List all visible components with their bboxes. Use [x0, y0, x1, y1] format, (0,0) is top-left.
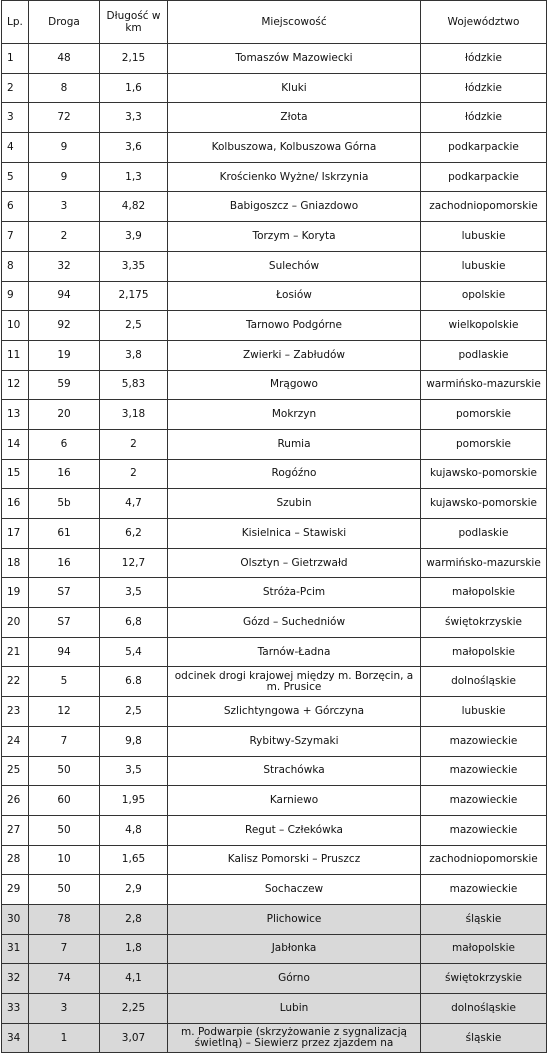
cell-length: 2,175: [100, 281, 168, 311]
cell-lp: 27: [2, 815, 29, 845]
cell-voivodeship: mazowieckie: [421, 875, 547, 905]
cell-road: 48: [29, 44, 100, 74]
cell-voivodeship: mazowieckie: [421, 726, 547, 756]
cell-locality: Sulechów: [168, 251, 421, 281]
cell-lp: 21: [2, 637, 29, 667]
cell-locality: Mrągowo: [168, 370, 421, 400]
table-row: [2, 756, 547, 786]
cell-locality: Tarnów-Ładna: [168, 637, 421, 667]
cell-length: 3,07: [100, 1023, 168, 1053]
cell-voivodeship: kujawsko-pomorskie: [421, 489, 547, 519]
cell-locality: Kolbuszowa, Kolbuszowa Górna: [168, 133, 421, 163]
cell-road: 92: [29, 311, 100, 341]
cell-length: 2: [100, 459, 168, 489]
header-lp: Lp.: [2, 1, 29, 44]
cell-voivodeship: dolnośląskie: [421, 994, 547, 1024]
table-row: [2, 875, 547, 905]
cell-lp: 25: [2, 756, 29, 786]
cell-length: 1,6: [100, 73, 168, 103]
cell-voivodeship: pomorskie: [421, 429, 547, 459]
cell-lp: 4: [2, 133, 29, 163]
cell-road: 8: [29, 73, 100, 103]
table-row: [2, 44, 547, 74]
cell-length: 4,7: [100, 489, 168, 519]
table-row: [2, 133, 547, 163]
cell-length: 2,8: [100, 904, 168, 934]
cell-length: 1,8: [100, 934, 168, 964]
cell-road: S7: [29, 578, 100, 608]
cell-locality: Mokrzyn: [168, 400, 421, 430]
cell-lp: 6: [2, 192, 29, 222]
cell-lp: 1: [2, 44, 29, 74]
cell-lp: 15: [2, 459, 29, 489]
cell-road: 9: [29, 162, 100, 192]
cell-road: 2: [29, 222, 100, 252]
cell-lp: 9: [2, 281, 29, 311]
cell-road: 59: [29, 370, 100, 400]
header-voivodeship: Województwo: [421, 1, 547, 44]
cell-road: 72: [29, 103, 100, 133]
cell-locality: Torzym – Koryta: [168, 222, 421, 252]
cell-road: 16: [29, 459, 100, 489]
cell-locality: Kalisz Pomorski – Pruszcz: [168, 845, 421, 875]
cell-voivodeship: małopolskie: [421, 934, 547, 964]
cell-locality: Stróża-Pcim: [168, 578, 421, 608]
cell-length: 3,6: [100, 133, 168, 163]
cell-voivodeship: pomorskie: [421, 400, 547, 430]
cell-lp: 34: [2, 1023, 29, 1053]
table-row: [2, 340, 547, 370]
cell-length: 12,7: [100, 548, 168, 578]
table-row: [2, 429, 547, 459]
cell-voivodeship: małopolskie: [421, 578, 547, 608]
cell-lp: 32: [2, 964, 29, 994]
cell-voivodeship: lubuskie: [421, 697, 547, 727]
cell-locality: Olsztyn – Gietrzwałd: [168, 548, 421, 578]
cell-lp: 20: [2, 608, 29, 638]
cell-voivodeship: łódzkie: [421, 73, 547, 103]
cell-road: 32: [29, 251, 100, 281]
cell-locality: Łosiów: [168, 281, 421, 311]
table-row: [2, 370, 547, 400]
cell-lp: 8: [2, 251, 29, 281]
cell-lp: 3: [2, 103, 29, 133]
table-row: [2, 103, 547, 133]
table-row: [2, 637, 547, 667]
cell-voivodeship: śląskie: [421, 1023, 547, 1053]
cell-length: 4,82: [100, 192, 168, 222]
cell-road: 12: [29, 697, 100, 727]
cell-lp: 2: [2, 73, 29, 103]
cell-lp: 7: [2, 222, 29, 252]
cell-locality: Regut – Człekówka: [168, 815, 421, 845]
cell-lp: 23: [2, 697, 29, 727]
cell-length: 2,5: [100, 697, 168, 727]
cell-road: 94: [29, 637, 100, 667]
table-row: [2, 311, 547, 341]
cell-road: 50: [29, 875, 100, 905]
cell-road: 3: [29, 192, 100, 222]
cell-length: 6,8: [100, 608, 168, 638]
cell-road: 78: [29, 904, 100, 934]
roads-table: [1, 0, 547, 1053]
cell-voivodeship: świętokrzyskie: [421, 964, 547, 994]
table-row: [2, 281, 547, 311]
cell-voivodeship: małopolskie: [421, 637, 547, 667]
table-row: [2, 608, 547, 638]
cell-locality: Gózd – Suchedniów: [168, 608, 421, 638]
cell-length: 6.8: [100, 667, 168, 697]
cell-voivodeship: podkarpackie: [421, 133, 547, 163]
cell-locality: Krościenko Wyżne/ Iskrzynia: [168, 162, 421, 192]
cell-road: 94: [29, 281, 100, 311]
cell-road: 50: [29, 815, 100, 845]
table-row: [2, 400, 547, 430]
cell-voivodeship: opolskie: [421, 281, 547, 311]
cell-lp: 10: [2, 311, 29, 341]
header-road: Droga: [29, 1, 100, 44]
table-row: [2, 994, 547, 1024]
cell-length: 1,95: [100, 786, 168, 816]
cell-voivodeship: mazowieckie: [421, 786, 547, 816]
cell-locality: Szubin: [168, 489, 421, 519]
cell-voivodeship: podkarpackie: [421, 162, 547, 192]
table-row: [2, 548, 547, 578]
cell-road: 50: [29, 756, 100, 786]
cell-road: 61: [29, 519, 100, 549]
cell-road: 7: [29, 726, 100, 756]
cell-lp: 13: [2, 400, 29, 430]
cell-voivodeship: łódzkie: [421, 44, 547, 74]
cell-lp: 31: [2, 934, 29, 964]
cell-voivodeship: zachodniopomorskie: [421, 845, 547, 875]
cell-voivodeship: lubuskie: [421, 222, 547, 252]
cell-locality: Tarnowo Podgórne: [168, 311, 421, 341]
table-row: [2, 251, 547, 281]
cell-locality: Górno: [168, 964, 421, 994]
cell-length: 4,1: [100, 964, 168, 994]
cell-voivodeship: warmińsko-mazurskie: [421, 370, 547, 400]
cell-locality: Babigoszcz – Gniazdowo: [168, 192, 421, 222]
cell-road: 9: [29, 133, 100, 163]
table-row: [2, 934, 547, 964]
cell-locality: odcinek drogi krajowej między m. Borzęcin, a m. Prusice: [168, 667, 421, 697]
cell-locality: Złota: [168, 103, 421, 133]
cell-lp: 22: [2, 667, 29, 697]
cell-lp: 17: [2, 519, 29, 549]
cell-locality: Rumia: [168, 429, 421, 459]
cell-lp: 16: [2, 489, 29, 519]
cell-road: 5b: [29, 489, 100, 519]
cell-locality: Karniewo: [168, 786, 421, 816]
cell-lp: 26: [2, 786, 29, 816]
cell-locality: Sochaczew: [168, 875, 421, 905]
cell-locality: Lubin: [168, 994, 421, 1024]
cell-length: 3,18: [100, 400, 168, 430]
table-row: [2, 73, 547, 103]
cell-length: 3,3: [100, 103, 168, 133]
cell-voivodeship: śląskie: [421, 904, 547, 934]
cell-length: 1,3: [100, 162, 168, 192]
cell-locality: Rybitwy-Szymaki: [168, 726, 421, 756]
cell-road: 20: [29, 400, 100, 430]
cell-voivodeship: mazowieckie: [421, 815, 547, 845]
cell-lp: 5: [2, 162, 29, 192]
cell-length: 5,83: [100, 370, 168, 400]
cell-length: 4,8: [100, 815, 168, 845]
cell-length: 2: [100, 429, 168, 459]
table-row: [2, 192, 547, 222]
cell-voivodeship: wielkopolskie: [421, 311, 547, 341]
cell-lp: 12: [2, 370, 29, 400]
cell-length: 2,15: [100, 44, 168, 74]
table-row: [2, 815, 547, 845]
cell-length: 1,65: [100, 845, 168, 875]
table-row: [2, 459, 547, 489]
cell-lp: 19: [2, 578, 29, 608]
cell-road: 1: [29, 1023, 100, 1053]
cell-locality: Strachówka: [168, 756, 421, 786]
table-row: [2, 726, 547, 756]
cell-lp: 30: [2, 904, 29, 934]
table-row: [2, 222, 547, 252]
cell-locality: Kisielnica – Stawiski: [168, 519, 421, 549]
cell-lp: 14: [2, 429, 29, 459]
cell-road: 3: [29, 994, 100, 1024]
cell-road: S7: [29, 608, 100, 638]
cell-lp: 18: [2, 548, 29, 578]
cell-road: 6: [29, 429, 100, 459]
cell-length: 3,8: [100, 340, 168, 370]
cell-voivodeship: kujawsko-pomorskie: [421, 459, 547, 489]
cell-length: 3,9: [100, 222, 168, 252]
cell-locality: Szlichtyngowa + Górczyna: [168, 697, 421, 727]
header-locality: Miejscowość: [168, 1, 421, 44]
cell-lp: 29: [2, 875, 29, 905]
cell-length: 2,9: [100, 875, 168, 905]
cell-voivodeship: mazowieckie: [421, 756, 547, 786]
table-row: [2, 697, 547, 727]
cell-length: 3,35: [100, 251, 168, 281]
header-row: [2, 1, 547, 44]
cell-road: 5: [29, 667, 100, 697]
cell-voivodeship: dolnośląskie: [421, 667, 547, 697]
table-row: [2, 845, 547, 875]
cell-voivodeship: łódzkie: [421, 103, 547, 133]
cell-voivodeship: warmińsko-mazurskie: [421, 548, 547, 578]
cell-locality: Tomaszów Mazowiecki: [168, 44, 421, 74]
cell-locality: Rogóźno: [168, 459, 421, 489]
cell-locality: Jabłonka: [168, 934, 421, 964]
table-row: [2, 904, 547, 934]
cell-length: 2,5: [100, 311, 168, 341]
cell-road: 74: [29, 964, 100, 994]
table-row: [2, 489, 547, 519]
table-row: [2, 1023, 547, 1053]
cell-lp: 28: [2, 845, 29, 875]
header-length: Długość w km: [100, 1, 168, 44]
cell-length: 3,5: [100, 578, 168, 608]
table-row: [2, 667, 547, 697]
cell-locality: Kluki: [168, 73, 421, 103]
cell-length: 3,5: [100, 756, 168, 786]
cell-voivodeship: podlaskie: [421, 340, 547, 370]
table-row: [2, 519, 547, 549]
cell-voivodeship: świętokrzyskie: [421, 608, 547, 638]
cell-lp: 11: [2, 340, 29, 370]
table-row: [2, 964, 547, 994]
cell-lp: 24: [2, 726, 29, 756]
cell-voivodeship: podlaskie: [421, 519, 547, 549]
cell-road: 7: [29, 934, 100, 964]
cell-road: 19: [29, 340, 100, 370]
table-row: [2, 578, 547, 608]
cell-lp: 33: [2, 994, 29, 1024]
cell-locality: m. Podwarpie (skrzyżowanie z sygnalizacją świetlną) – Siewierz przez zjazdem na: [168, 1023, 421, 1053]
cell-voivodeship: zachodniopomorskie: [421, 192, 547, 222]
cell-locality: Zwierki – Zabłudów: [168, 340, 421, 370]
cell-voivodeship: lubuskie: [421, 251, 547, 281]
table-row: [2, 786, 547, 816]
cell-locality: Plichowice: [168, 904, 421, 934]
cell-road: 16: [29, 548, 100, 578]
cell-length: 5,4: [100, 637, 168, 667]
cell-road: 10: [29, 845, 100, 875]
table-row: [2, 162, 547, 192]
cell-length: 2,25: [100, 994, 168, 1024]
cell-road: 60: [29, 786, 100, 816]
cell-length: 9,8: [100, 726, 168, 756]
cell-length: 6,2: [100, 519, 168, 549]
